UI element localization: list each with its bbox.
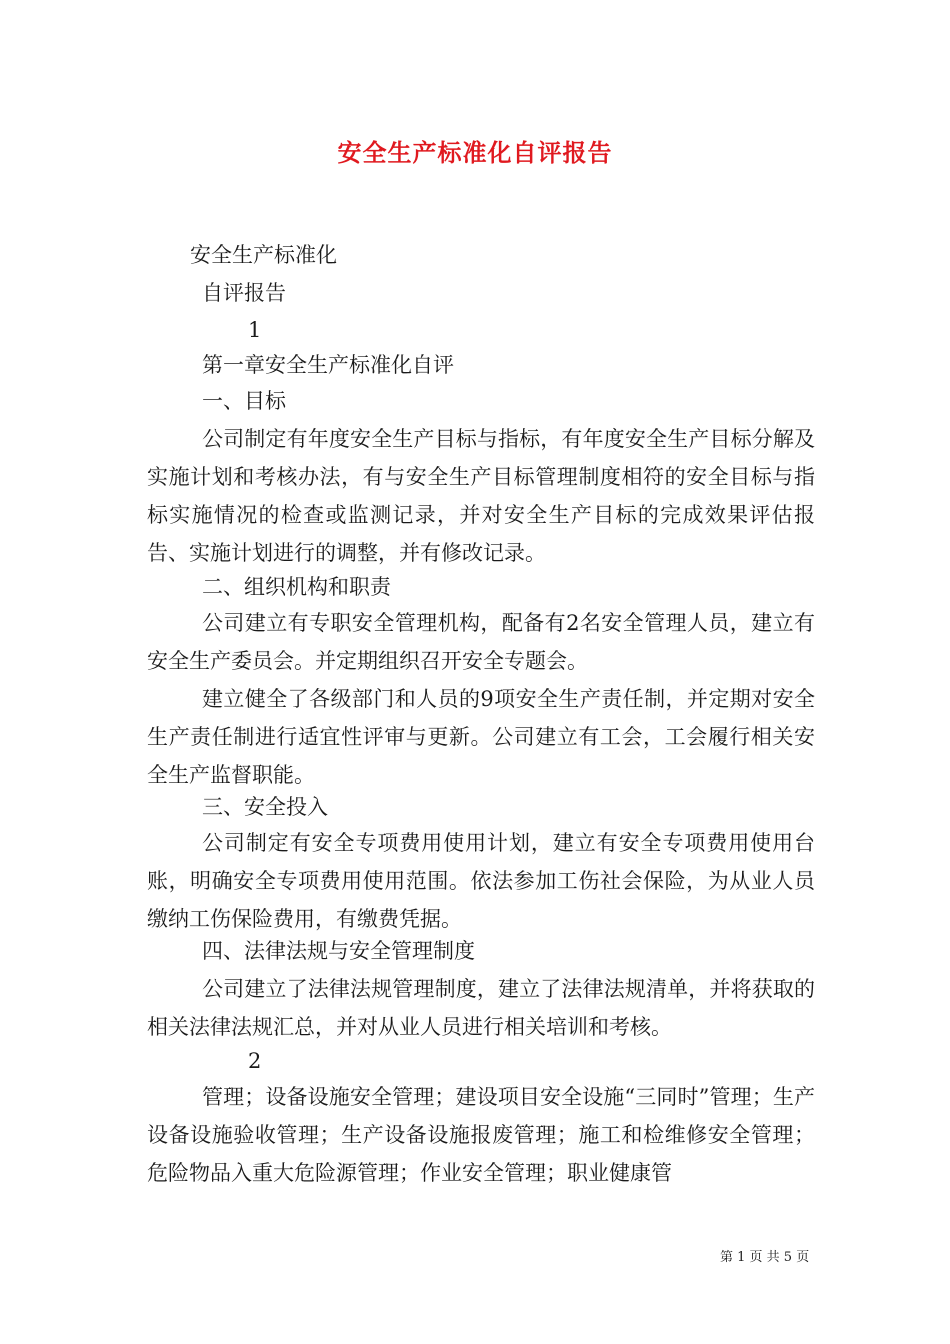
page-marker-1: 1 <box>248 318 262 342</box>
section-4-heading: 四、法律法规与安全管理制度 <box>202 939 475 963</box>
header-line-2: 自评报告 <box>202 281 286 305</box>
page-marker-2: 2 <box>248 1049 262 1073</box>
page-footer: 第 1 页 共 5 页 <box>720 1250 810 1265</box>
section-2-paragraph-1: 公司建立有专职安全管理机构，配备有2名安全管理人员，建立有安全生产委员会。并定期组织召开安全专题会。 <box>147 611 815 673</box>
section-4-paragraph-1: 公司建立了法律法规管理制度，建立了法律法规清单，并将获取的相关法律法规汇总，并对从业人员进行相关培训和考核。 <box>147 977 815 1039</box>
section-2-heading: 二、组织机构和职责 <box>202 575 391 599</box>
chapter-heading: 第一章安全生产标准化自评 <box>202 353 454 377</box>
section-1-heading: 一、目标 <box>202 389 286 413</box>
section-3-paragraph: 公司制定有安全专项费用使用计划，建立有安全专项费用使用台账，明确安全专项费用使用范围。依法参加工伤社会保险，为从业人员缴纳工伤保险费用，有缴费凭据。 <box>147 831 815 931</box>
section-3-heading: 三、安全投入 <box>202 795 328 819</box>
document-title: 安全生产标准化自评报告 <box>337 138 613 167</box>
section-2-paragraph-2: 建立健全了各级部门和人员的9项安全生产责任制，并定期对安全生产责任制进行适宜性评审与更新。公司建立有工会，工会履行相关安全生产监督职能。 <box>147 687 815 787</box>
section-1-paragraph: 公司制定有年度安全生产目标与指标，有年度安全生产目标分解及实施计划和考核办法，有与安全生产目标管理制度相符的安全目标与指标实施情况的检查或监测记录，并对安全生产目标的完成效果评估报告、实施计划进行的调整，并有修改记录。 <box>147 427 815 565</box>
section-4-paragraph-2: 管理；设备设施安全管理；建设项目安全设施“三同时”管理；生产设备设施验收管理；生产设备设施报废管理；施工和检维修安全管理；危险物品入重大危险源管理；作业安全管理；职业健康管 <box>147 1085 815 1185</box>
header-line-1: 安全生产标准化 <box>190 243 337 267</box>
